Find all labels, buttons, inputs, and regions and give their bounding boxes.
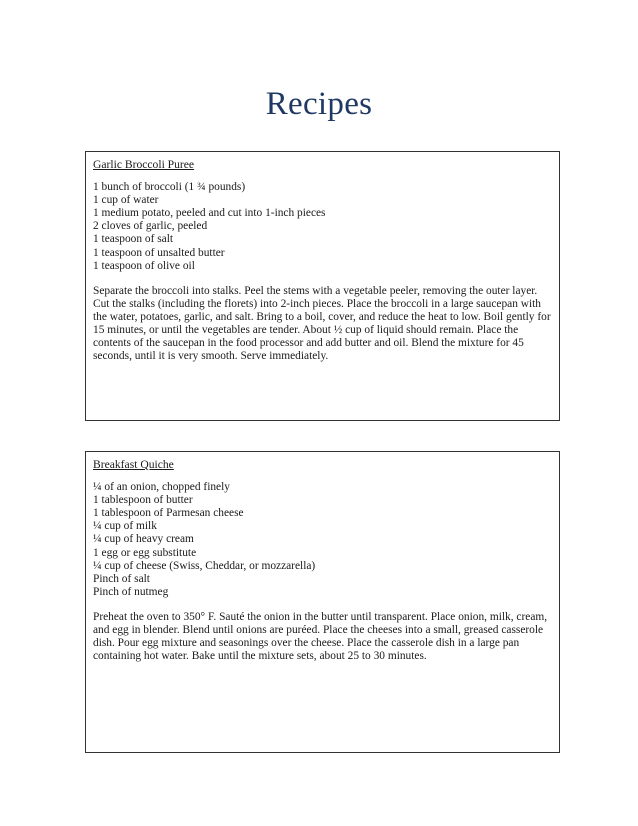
ingredient-list — [93, 481, 551, 599]
recipe-directions: Preheat the oven to 350° F. Sauté the onion in the butter until transparent. Place onion, milk, cream, and egg in blender. Blend until onions are puréed. Place the cheeses into a small, greased casserole dish. Pour egg mixture and seasonings over the cheese. Place the casserole dish in a large pan containing hot water. Bake until the mixture sets, about 25 to 30 minutes. — [93, 610, 548, 663]
ingredient-item: ¼ cup of heavy cream — [93, 533, 194, 546]
page-title: Recipes — [265, 86, 373, 122]
ingredient-item: ¼ of an onion, chopped finely — [93, 481, 230, 494]
ingredient-item: Pinch of nutmeg — [93, 585, 169, 598]
ingredient-item: 1 tablespoon of butter — [93, 494, 193, 507]
ingredient-item: 1 teaspoon of olive oil — [93, 259, 195, 272]
ingredient-item: 1 bunch of broccoli (1 ¾ pounds) — [93, 181, 246, 194]
ingredient-item: 1 teaspoon of salt — [93, 233, 174, 246]
recipe-title: Breakfast Quiche — [93, 458, 174, 471]
ingredient-list — [93, 181, 551, 273]
ingredient-item: 1 tablespoon of Parmesan cheese — [93, 507, 244, 520]
recipe-card-garlic-broccoli-puree — [85, 151, 560, 421]
ingredient-item: 1 cup of water — [93, 194, 159, 207]
ingredient-item: Pinch of salt — [93, 572, 150, 585]
recipe-directions: Separate the broccoli into stalks. Peel the stems with a vegetable peeler, removing the outer layer. Cut the stalks (including the florets) into 2-inch pieces. Place the broccoli in a large saucepan with the water, potatoes, garlic, and salt. Bring to a boil, cover, and reduce the heat to low. Boil gently for 15 minutes, or until the vegetables are tender. About ½ cup of liquid should remain. Place the contents of the saucepan in the food processor and add butter and oil. Blend the mixture for 45 seconds, until it is very smooth. Serve immediately. — [93, 284, 551, 363]
ingredient-item: 1 medium potato, peeled and cut into 1-inch pieces — [93, 207, 326, 220]
recipe-title: Garlic Broccoli Puree — [93, 158, 195, 171]
recipe-card-breakfast-quiche — [85, 451, 560, 753]
ingredient-item: 1 egg or egg substitute — [93, 546, 197, 559]
ingredient-item: 1 teaspoon of unsalted butter — [93, 246, 225, 259]
ingredient-item: ¼ cup of cheese (Swiss, Cheddar, or mozzarella) — [93, 559, 316, 572]
ingredient-item: 2 cloves of garlic, peeled — [93, 220, 208, 233]
ingredient-item: ¼ cup of milk — [93, 520, 157, 533]
